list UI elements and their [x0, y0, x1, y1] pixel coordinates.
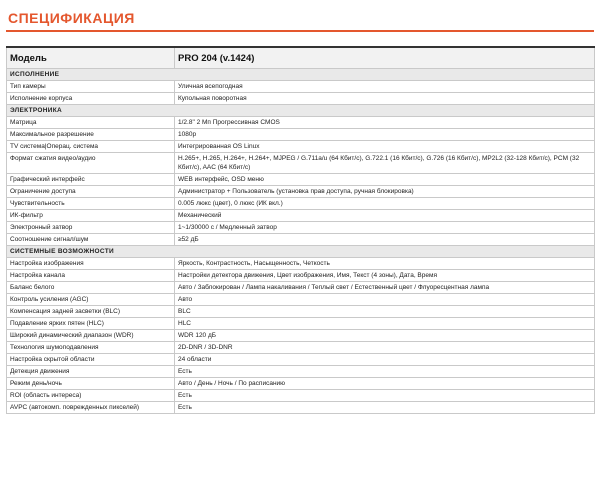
- table-row: [7, 129, 595, 141]
- row-label: Настройка скрытой области: [7, 354, 175, 366]
- table-row: [7, 117, 595, 129]
- row-label: Широкий динамический диапазон (WDR): [7, 330, 175, 342]
- row-value: Механический: [175, 210, 595, 222]
- row-label: Баланс белого: [7, 282, 175, 294]
- table-row: [7, 81, 595, 93]
- row-label: Чувствительность: [7, 198, 175, 210]
- row-label: Технология шумоподавления: [7, 342, 175, 354]
- row-value: 1/2.8" 2 Мп Прогрессивная CMOS: [175, 117, 595, 129]
- row-value: Авто: [175, 294, 595, 306]
- section-row: [7, 69, 595, 81]
- row-value: WDR 120 дБ: [175, 330, 595, 342]
- row-label: Формат сжатия видео/аудио: [7, 153, 175, 174]
- header-model-value: PRO 204 (v.1424): [175, 47, 595, 69]
- row-value: H.265+, H.265, H.264+, H.264+, MJPEG / G.711a/u (64 Кбит/с), G.722.1 (16 Кбит/с), G.726 (16 Кбит/с), MP2L2 (32-128 Кбит/с), PCM (32 Кбит/с), AAC (64 Кбит/с): [175, 153, 595, 174]
- row-label: Графический интерфейс: [7, 174, 175, 186]
- table-row: [7, 318, 595, 330]
- row-value: 24 области: [175, 354, 595, 366]
- table-row: [7, 222, 595, 234]
- row-value: Интегрированная OS Linux: [175, 141, 595, 153]
- section-row: [7, 105, 595, 117]
- table-row: [7, 294, 595, 306]
- row-value: BLC: [175, 306, 595, 318]
- table-row: [7, 270, 595, 282]
- row-label: Контроль усиления (AGC): [7, 294, 175, 306]
- row-value: Авто / Заблокирован / Лампа накаливания / Теплый свет / Естественный цвет / Флуоресцентная лампа: [175, 282, 595, 294]
- row-value: Авто / День / Ночь / По расписанию: [175, 378, 595, 390]
- row-label: Подавление ярких пятен (HLC): [7, 318, 175, 330]
- row-label: Электронный затвор: [7, 222, 175, 234]
- table-row: [7, 93, 595, 105]
- row-value: Уличная всепогодная: [175, 81, 595, 93]
- section-row: [7, 246, 595, 258]
- row-label: Настройка канала: [7, 270, 175, 282]
- row-label: Детекция движения: [7, 366, 175, 378]
- row-label: Исполнение корпуса: [7, 93, 175, 105]
- row-value: 1080p: [175, 129, 595, 141]
- header-model-label: Модель: [7, 47, 175, 69]
- row-label: ROI (область интереса): [7, 390, 175, 402]
- title-divider: [6, 30, 594, 32]
- page-title: СПЕЦИФИКАЦИЯ: [8, 10, 135, 26]
- row-value: 0.005 люкс (цвет), 0 люкс (ИК вкл.): [175, 198, 595, 210]
- section-title: ИСПОЛНЕНИЕ: [7, 69, 595, 81]
- table-row: [7, 330, 595, 342]
- row-value: 2D-DNR / 3D-DNR: [175, 342, 595, 354]
- table-row: [7, 402, 595, 414]
- row-value: 1~1/30000 с / Медленный затвор: [175, 222, 595, 234]
- row-label: AVPC (автокомп. поврежденных пикселей): [7, 402, 175, 414]
- row-value: Яркость, Контрастность, Насыщенность, Четкость: [175, 258, 595, 270]
- row-label: Режим день/ночь: [7, 378, 175, 390]
- table-row: [7, 210, 595, 222]
- row-value: Настройки детектора движения, Цвет изображения, Имя, Текст (4 зоны), Дата, Время: [175, 270, 595, 282]
- table-row: [7, 198, 595, 210]
- row-value: HLC: [175, 318, 595, 330]
- row-value: Есть: [175, 402, 595, 414]
- row-label: Компенсация задней засветки (BLC): [7, 306, 175, 318]
- table-row: [7, 282, 595, 294]
- row-value: ≥52 дБ: [175, 234, 595, 246]
- spec-table: [6, 46, 595, 414]
- table-row: [7, 390, 595, 402]
- row-value: Есть: [175, 366, 595, 378]
- table-header: [7, 47, 595, 69]
- table-row: [7, 342, 595, 354]
- row-label: Матрица: [7, 117, 175, 129]
- row-value: Администратор + Пользователь (установка прав доступа, ручная блокировка): [175, 186, 595, 198]
- table-row: [7, 354, 595, 366]
- row-label: Настройка изображения: [7, 258, 175, 270]
- row-value: Есть: [175, 390, 595, 402]
- row-value: WEB интерфейс, OSD меню: [175, 174, 595, 186]
- table-row: [7, 174, 595, 186]
- row-label: TV система|Операц. система: [7, 141, 175, 153]
- row-value: Купольная поворотная: [175, 93, 595, 105]
- table-row: [7, 366, 595, 378]
- row-label: Ограничение доступа: [7, 186, 175, 198]
- table-row: [7, 234, 595, 246]
- table-row: [7, 141, 595, 153]
- section-title: ЭЛЕКТРОНИКА: [7, 105, 595, 117]
- table-row: [7, 378, 595, 390]
- section-title: СИСТЕМНЫЕ ВОЗМОЖНОСТИ: [7, 246, 595, 258]
- table-row: [7, 306, 595, 318]
- table-row: [7, 186, 595, 198]
- row-label: ИК-фильтр: [7, 210, 175, 222]
- row-label: Соотношение сигнал/шум: [7, 234, 175, 246]
- table-row: [7, 258, 595, 270]
- row-label: Тип камеры: [7, 81, 175, 93]
- table-row: [7, 153, 595, 174]
- row-label: Максимальное разрешение: [7, 129, 175, 141]
